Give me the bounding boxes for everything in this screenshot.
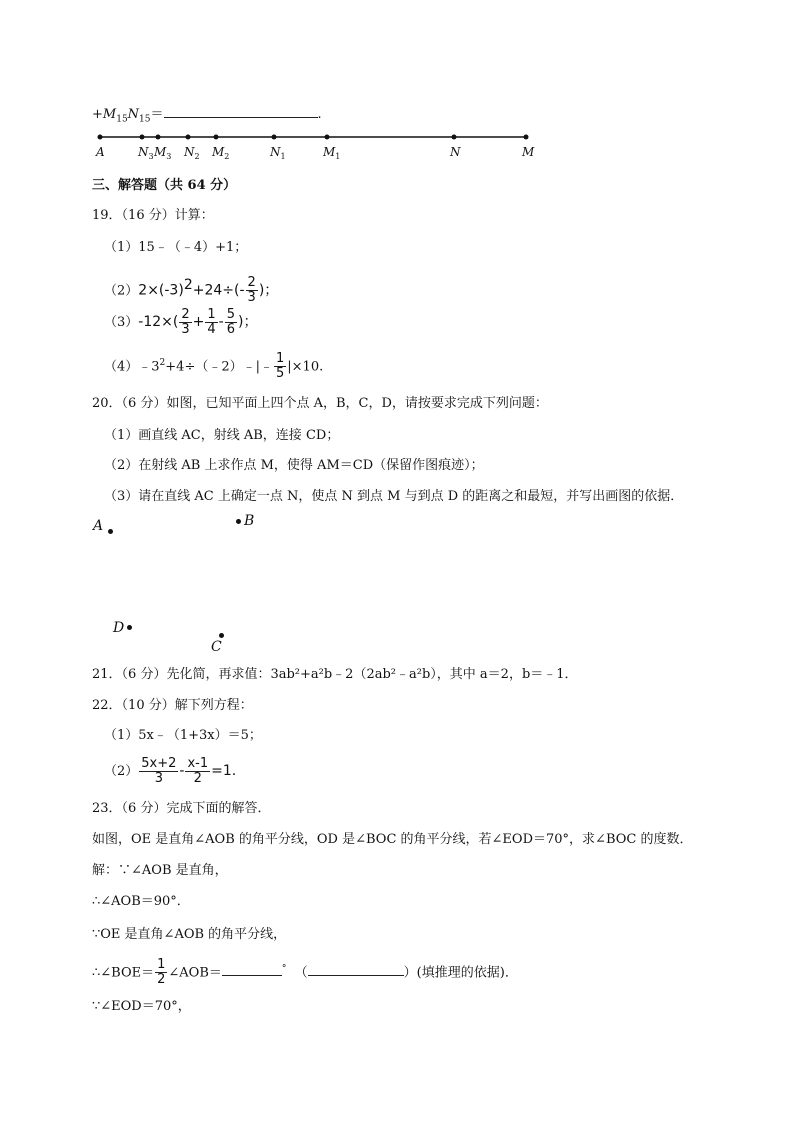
q22-heading: 22．（10 分）解下列方程： (92, 698, 253, 713)
numberline-point-a (98, 135, 103, 140)
q22-part1: （1）5x﹣（1+3x）＝5； (104, 728, 262, 743)
numberline-label-a: A (96, 145, 105, 159)
q23-line3: ∵OE 是直角∠AOB 的角平分线， (92, 927, 287, 942)
numberline-point-n1 (272, 135, 277, 140)
numberline-label-n1: $N_1$ (270, 145, 286, 161)
numberline-point-n3 (140, 135, 145, 140)
point-d (127, 625, 132, 630)
q23-reason-blank[interactable] (308, 962, 404, 976)
q19-part2: $(2)2\times(-3)^2+24\div(-$ $\frac{2}{3}$ )； (104, 275, 279, 306)
q19-part4: $(4)﹣3^2+4\div(﹣2)﹣|﹣$ $\frac{1}{5}$ |×10. (104, 351, 324, 382)
numberline-label-n3: $N_3$ (138, 145, 154, 161)
q23-line2: ∴∠AOB＝90°． (92, 894, 190, 909)
q18-answer-blank[interactable] (164, 104, 318, 118)
numberline-point-n (452, 135, 457, 140)
q20-part2: （2）在射线 AB 上求作点 M，使得 AM＝CD（保留作图痕迹）； (104, 458, 484, 473)
q22-part2: （2） $\frac{5x+2}{3}$ - $\frac{x-1}{2}$ =1. (104, 756, 237, 786)
q23-heading: 23．（6 分）完成下面的解答． (92, 801, 271, 816)
q23-stem: 如图，OE 是直角∠AOB 的角平分线，OD 是∠BOC 的角平分线，若∠EOD＝70°，求∠BOC 的度数． (92, 832, 693, 847)
point-b (236, 519, 241, 524)
q18-answer-line: $+M_{15}N_{15}=$ . (92, 104, 322, 128)
numberline-label-m2: $M_2$ (212, 145, 230, 161)
q19-part1: （1）15﹣（﹣4）+1； (104, 240, 248, 255)
numberline-label-m1: $M_1$ (323, 145, 341, 161)
q23-line1: 解：∵∠AOB 是直角， (92, 863, 228, 878)
section-3-title: 三、解答题（共 64 分） (92, 178, 237, 193)
point-d-label: D (113, 620, 125, 636)
q23-angle-blank[interactable] (222, 962, 282, 976)
point-a (108, 529, 113, 534)
q20-heading: 20．（6 分）如图，已知平面上四个点 A，B，C，D，请按要求完成下列问题： (92, 396, 548, 411)
q23-line4: ∴∠BOE＝ $\frac{1}{2}$ ∠AOB＝ ° （ ）(填推理的依据)． (92, 957, 518, 988)
point-a-label: A (93, 518, 104, 534)
numberline-point-m (524, 135, 529, 140)
q21-text: 21．（6 分）先化简，再求值：3ab²+a²b﹣2（2ab²﹣a²b），其中 a＝2，b＝﹣1． (92, 667, 578, 682)
numberline-label-n: N (450, 145, 461, 159)
q20-part3: （3）请在直线 AC 上确定一点 N，使点 N 到点 M 与到点 D 的距离之和最短，并写出画图的依据． (104, 489, 684, 504)
q19-heading: 19．（16 分）计算： (92, 208, 214, 223)
point-c (219, 633, 224, 638)
q23-line5: ∵∠EOD＝70°， (92, 999, 191, 1014)
point-b-label: B (244, 513, 255, 529)
q18-prefix: +M (92, 107, 117, 122)
number-line-figure (90, 128, 540, 162)
q20-part1: （1）画直线 AC，射线 AB，连接 CD； (104, 428, 340, 443)
q19-part3: （3）-12×( $\frac{2}{3}$ + $\frac{1}{4}$ - $\frac{5}{6}$ )； (104, 307, 258, 337)
numberline-label-m: M (522, 145, 535, 159)
point-c-label: C (211, 639, 222, 655)
q19-p2-fraction: $\frac{2}{3}$ (247, 275, 256, 306)
numberline-point-m2 (214, 135, 219, 140)
numberline-point-m1 (325, 135, 330, 140)
numberline-point-n2 (186, 135, 191, 140)
numberline-label-n2: $N_2$ (184, 145, 200, 161)
numberline-point-m3 (156, 135, 161, 140)
numberline-label-m3: $M_3$ (154, 145, 172, 161)
